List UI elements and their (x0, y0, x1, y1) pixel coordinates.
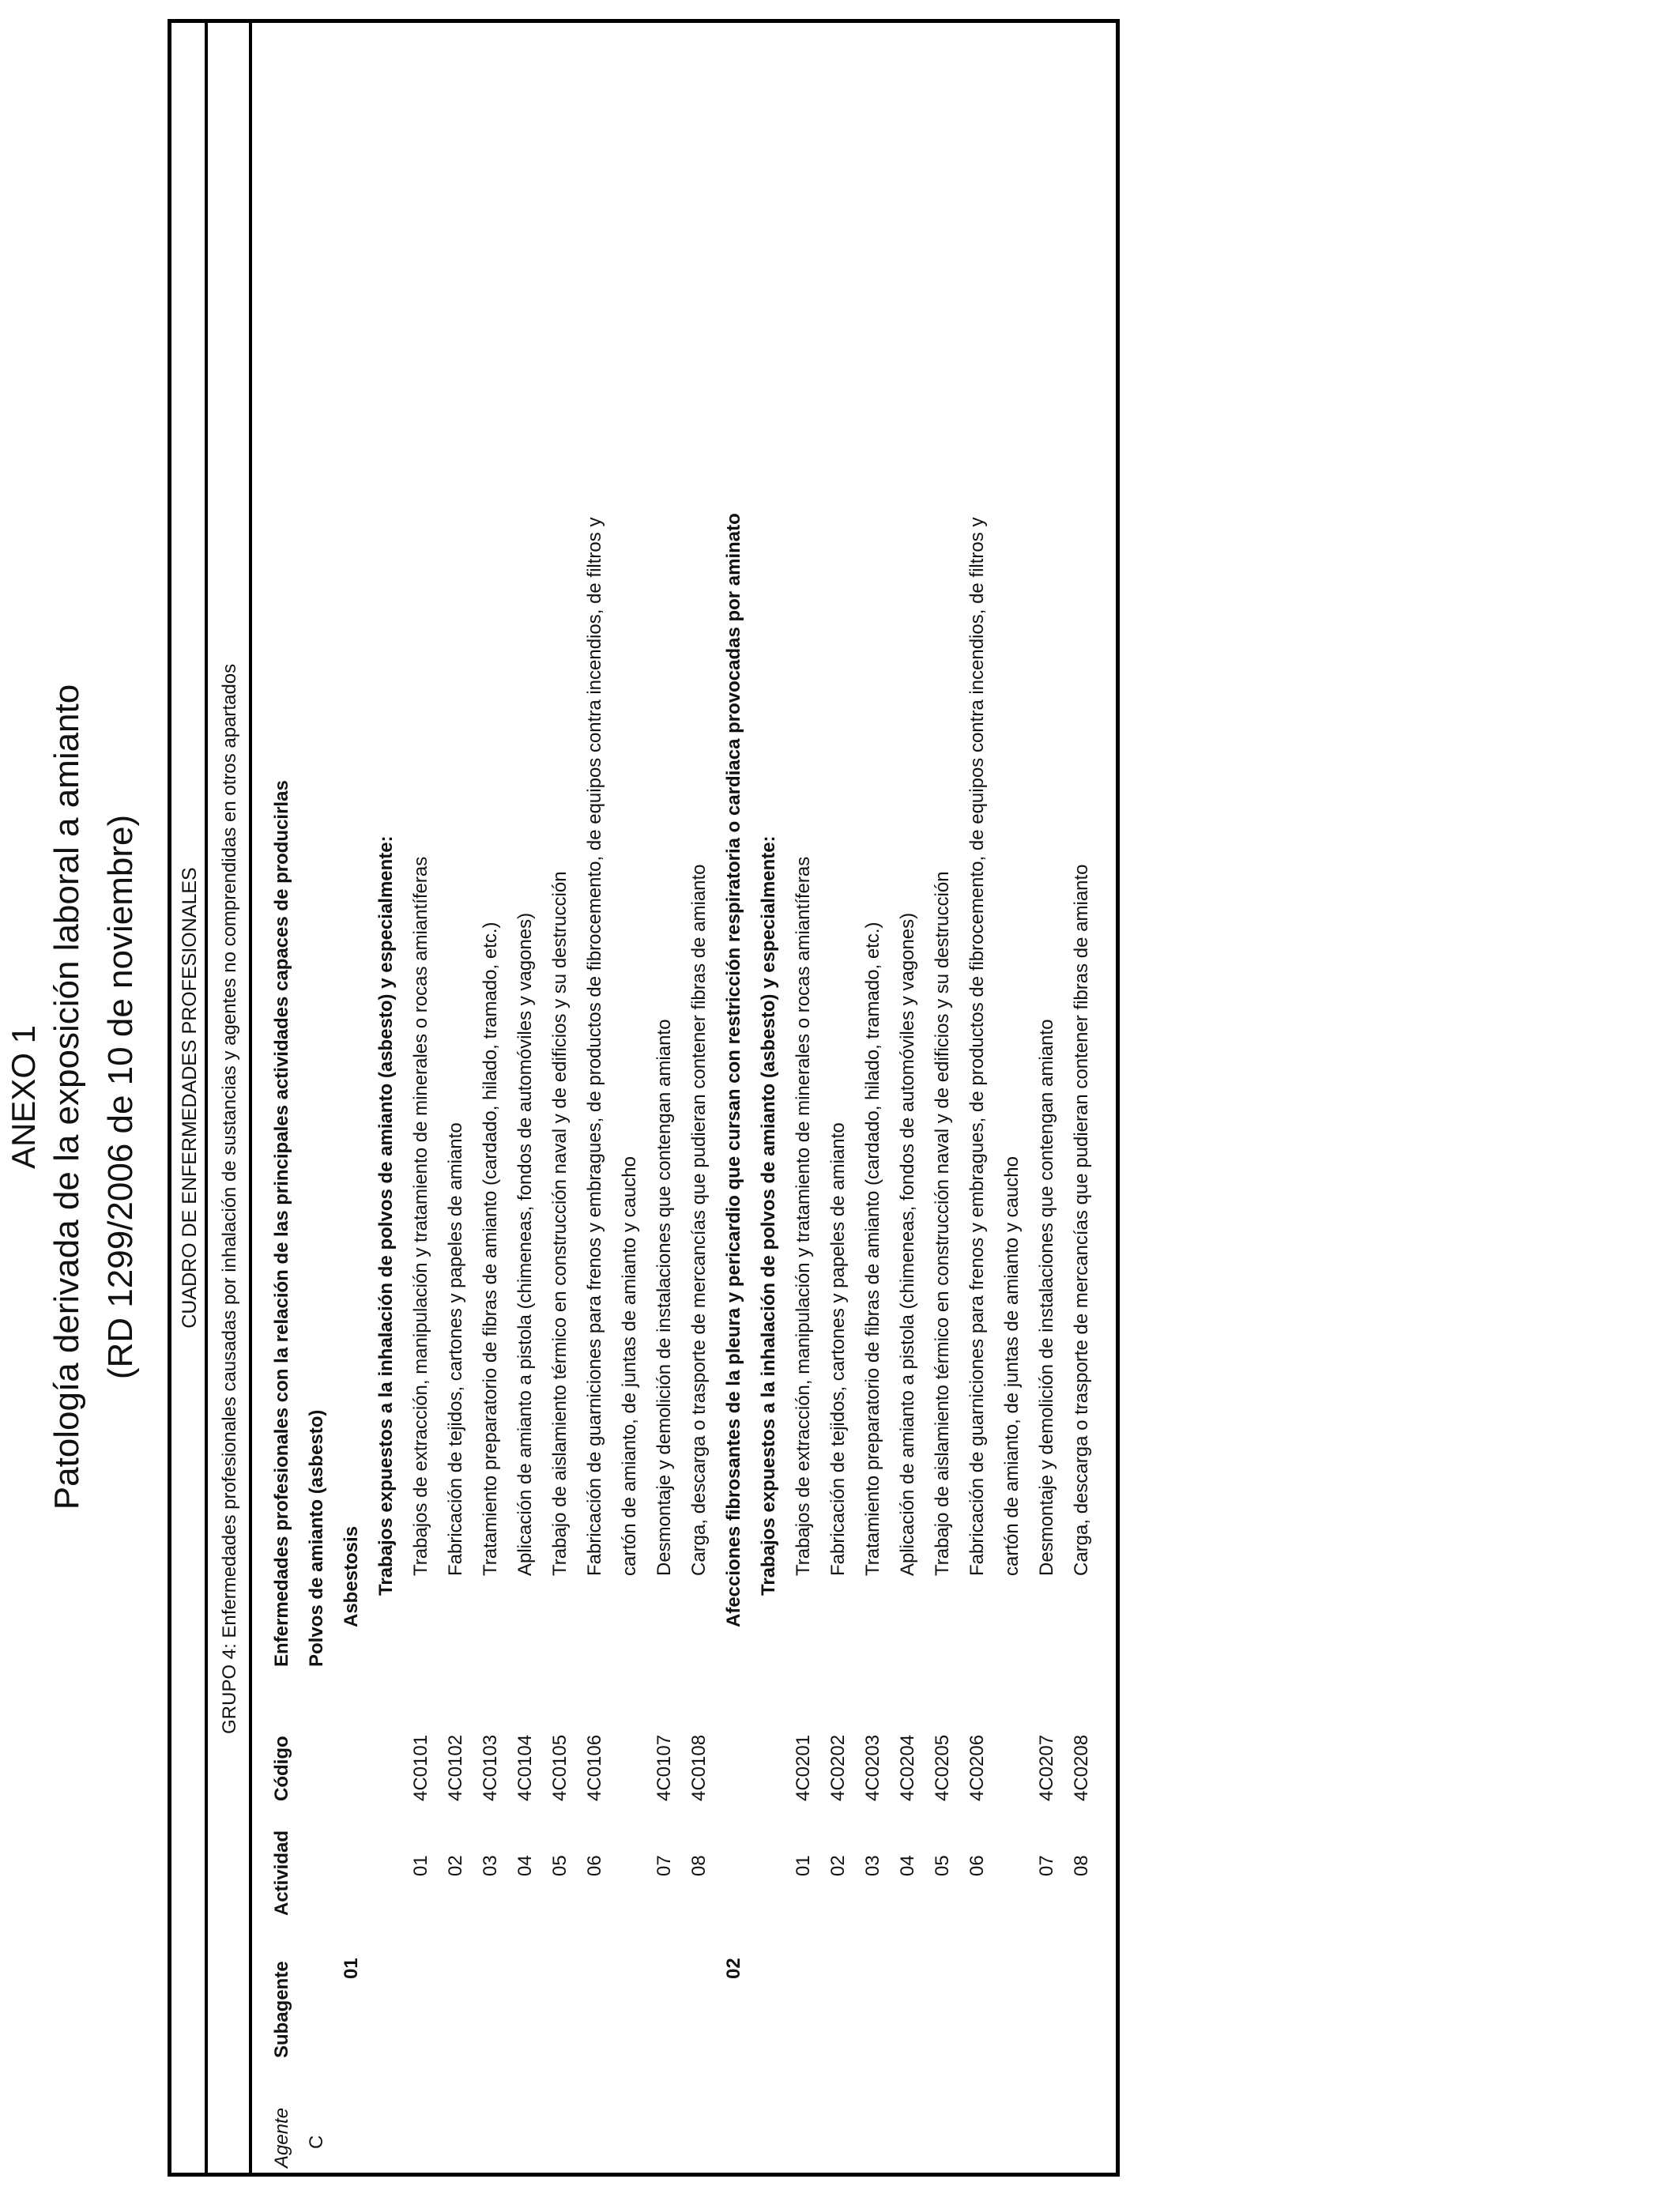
description-cell: Tratamiento preparatorio de fibras de amianto (cardado, hilado, tramado, etc.) (862, 922, 883, 1576)
activity-number: 06 (966, 1855, 988, 1876)
code-cell: 4C0203 (862, 1734, 883, 1801)
table-row (960, 23, 995, 2173)
description-cell: Fabricación de guarniciones para frenos y embragues, de productos de fibrocemento, de equipos contra incendios, de filtros y (584, 517, 605, 1576)
section-heading-row (369, 23, 404, 2173)
document-subtitle: (RD 1299/2006 de 10 de noviembre) (101, 814, 140, 1380)
description-cell: Fabricación de guarniciones para frenos y embragues, de productos de fibrocemento, de equipos contra incendios, de filtros y (966, 517, 988, 1576)
section-heading-row (751, 23, 786, 2173)
table-row (682, 23, 717, 2173)
activity-number: 08 (688, 1855, 710, 1876)
col-agente: Agente (271, 2107, 292, 2168)
activity-number: 07 (654, 1855, 675, 1876)
activity-number: 04 (514, 1855, 536, 1876)
description-cell: Trabajos de extracción, manipulación y tratamiento de minerales o rocas amiantíferas (410, 856, 431, 1576)
code-cell: 4C0202 (827, 1734, 849, 1801)
table-row (821, 23, 856, 2173)
description-cell: Aplicación de amianto a pistola (chimeneas, fondos de automóviles y vagones) (897, 912, 918, 1576)
code-cell: 4C0205 (932, 1734, 953, 1801)
column-header-row (265, 23, 299, 2173)
code-cell: 4C0101 (410, 1734, 431, 1801)
description-cell: cartón de amianto, de juntas de amianto y caucho (1001, 1156, 1023, 1576)
col-actividad: Actividad (271, 1830, 292, 1916)
activity-number: 05 (932, 1855, 953, 1876)
table-title: CUADRO DE ENFERMEDADES PROFESIONALES (171, 23, 208, 2173)
code-cell: 4C0106 (584, 1734, 605, 1801)
col-codigo: Código (271, 1736, 292, 1801)
code-cell: 4C0104 (514, 1734, 536, 1801)
col-subagente: Subagente (271, 1961, 292, 2058)
code-cell: 4C0105 (549, 1734, 571, 1801)
code-cell: 4C0108 (688, 1734, 710, 1801)
activity-number: 03 (480, 1855, 501, 1876)
table-row (786, 23, 821, 2173)
description-cell: Tratamiento preparatorio de fibras de amianto (cardado, hilado, tramado, etc.) (480, 922, 501, 1576)
subagent-code: 01 (341, 1958, 362, 1979)
activity-number: 02 (445, 1855, 466, 1876)
group-header (208, 23, 252, 2173)
description-cell: Fabricación de tejidos, cartones y papeles de amianto (445, 1122, 466, 1576)
section-heading: Trabajos expuestos a la inhalación de polvos de amianto (asbesto) y especialmente: (758, 835, 779, 1596)
activity-number: 07 (1036, 1855, 1057, 1876)
code-cell: 4C0102 (445, 1734, 466, 1801)
section-heading: Trabajos expuestos a la inhalación de polvos de amianto (asbesto) y especialmente: (375, 835, 397, 1596)
activity-number: 02 (827, 1855, 849, 1876)
code-cell: 4C0207 (1036, 1734, 1057, 1801)
code-cell: 4C0201 (793, 1734, 814, 1801)
code-cell: 4C0206 (966, 1734, 988, 1801)
col-descripcion: Enfermedades profesionales con la relación de las principales actividades capaces de producirlas (271, 780, 292, 1667)
subagent-name: Afecciones fibrosantes de la pleura y pericardio que cursan con restricción respiratoria o cardiaca provocadas por aminato (723, 513, 744, 1627)
subagent-code: 02 (723, 1958, 744, 1979)
table-row (473, 23, 508, 2173)
disease-table (168, 19, 1120, 2177)
description-cell: Carga, descarga o trasporte de mercancías que pudieran contener fibras de amianto (688, 864, 710, 1576)
table-row (439, 23, 473, 2173)
description-cell: Trabajo de aislamiento térmico en construcción naval y de edificios y su destrucción (932, 871, 953, 1576)
activity-number: 05 (549, 1855, 571, 1876)
activity-number: 03 (862, 1855, 883, 1876)
code-cell: 4C0107 (654, 1734, 675, 1801)
subagent-row (334, 23, 369, 2173)
description-cell: Trabajos de extracción, manipulación y tratamiento de minerales o rocas amiantíferas (793, 856, 814, 1576)
table-row (647, 23, 682, 2173)
table-row-continuation (995, 23, 1030, 2173)
description-cell: Carga, descarga o trasporte de mercancías que pudieran contener fibras de amianto (1071, 864, 1092, 1576)
code-cell: 4C0208 (1071, 1734, 1092, 1801)
table-row-continuation (612, 23, 647, 2173)
activity-number: 06 (584, 1855, 605, 1876)
description-cell: Trabajo de aislamiento térmico en construcción naval y de edificios y su destrucción (549, 871, 571, 1576)
table-row (891, 23, 925, 2173)
subagent-name: Asbestosis (341, 1525, 362, 1627)
subagent-row (717, 23, 751, 2173)
table-row (856, 23, 891, 2173)
document-title: Patología derivada de la exposición laboral a amianto (47, 684, 86, 1510)
description-cell: cartón de amianto, de juntas de amianto y caucho (619, 1156, 640, 1576)
code-cell: 4C0204 (897, 1734, 918, 1801)
activity-number: 08 (1071, 1855, 1092, 1876)
code-cell: 4C0103 (480, 1734, 501, 1801)
description-cell: Desmontaje y demolición de instalaciones que contengan amianto (1036, 1019, 1057, 1576)
activity-number: 01 (793, 1855, 814, 1876)
description-cell: Desmontaje y demolición de instalaciones que contengan amianto (654, 1019, 675, 1576)
table-row (578, 23, 612, 2173)
annex-label: ANEXO 1 (5, 1024, 42, 1170)
activity-number: 01 (410, 1855, 431, 1876)
agent-row (299, 23, 334, 2173)
table-row (925, 23, 960, 2173)
table-row (508, 23, 543, 2173)
agent-label: Polvos de amianto (asbesto) (306, 1409, 327, 1667)
table-row (404, 23, 439, 2173)
table-row (1030, 23, 1064, 2173)
description-cell: Aplicación de amianto a pistola (chimeneas, fondos de automóviles y vagones) (514, 912, 536, 1576)
table-row (1064, 23, 1099, 2173)
description-cell: Fabricación de tejidos, cartones y papeles de amianto (827, 1122, 849, 1576)
activity-number: 04 (897, 1855, 918, 1876)
agent-code: C (306, 2135, 327, 2149)
group-label: GRUPO 4: Enfermedades profesionales causadas por inhalación de sustancias y agentes no comprendidas en otros apartados (219, 663, 240, 1734)
table-row (543, 23, 578, 2173)
